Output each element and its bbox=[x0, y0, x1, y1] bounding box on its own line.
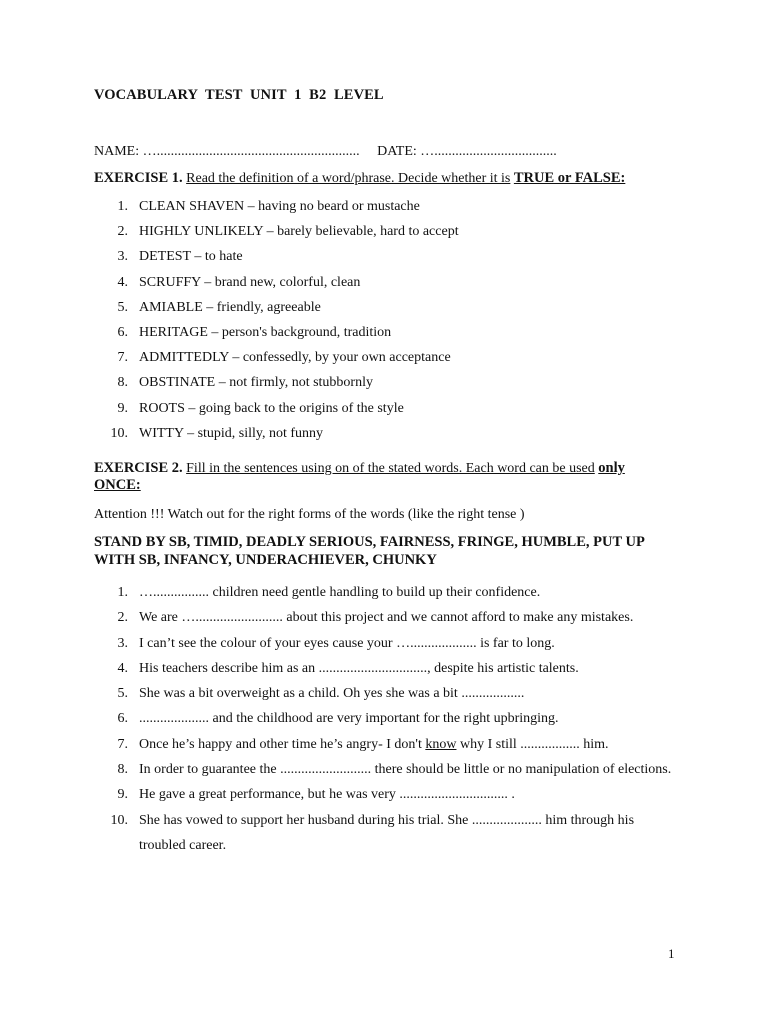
item-text: We are …......................... about this project and we cannot afford to make any mistakes. bbox=[139, 610, 634, 626]
item-text: I can’t see the colour of your eyes cause your …................... is far to long. bbox=[139, 635, 555, 651]
item-number: 8. bbox=[117, 762, 128, 778]
list-item bbox=[94, 580, 674, 605]
item-number: 9. bbox=[117, 400, 128, 416]
name-label: NAME: bbox=[94, 144, 140, 159]
exercise1-list bbox=[94, 199, 654, 451]
date-blank: …................................... bbox=[420, 144, 557, 159]
exercise2-emphasis: only ONCE: bbox=[94, 460, 625, 493]
item-text: In order to guarantee the .......................... there should be little or no manipulation of elections. bbox=[139, 762, 672, 778]
list-item bbox=[94, 782, 674, 807]
item-number: 10. bbox=[110, 812, 128, 828]
item-number: 3. bbox=[117, 249, 128, 265]
item-number: 4. bbox=[117, 274, 128, 290]
item-number: 6. bbox=[117, 324, 128, 340]
exercise1-label: EXERCISE 1. bbox=[94, 170, 183, 186]
list-item bbox=[94, 757, 674, 782]
page-title: VOCABULARY TEST UNIT 1 B2 LEVEL bbox=[94, 87, 384, 103]
item-text: .................... and the childhood are very important for the right upbringing. bbox=[139, 711, 559, 727]
item-text: WITTY – stupid, silly, not funny bbox=[139, 425, 324, 441]
item-text: ADMITTEDLY – confessedly, by your own acceptance bbox=[139, 350, 451, 366]
list-item bbox=[94, 249, 654, 274]
item-text: DETEST – to hate bbox=[139, 249, 243, 265]
list-item bbox=[94, 656, 674, 681]
item-number: 2. bbox=[117, 610, 128, 626]
item-text: He gave a great performance, but he was very ............................... . bbox=[139, 787, 515, 803]
item-text: She has vowed to support her husband during his trial. She .................... him through his troubled career. bbox=[139, 812, 635, 853]
item-text-pre: Once he’s happy and other time he’s angry- I don't bbox=[139, 736, 426, 752]
item-number: 10. bbox=[110, 425, 128, 441]
exercise1-emphasis: TRUE or FALSE: bbox=[513, 170, 626, 186]
item-number: 9. bbox=[117, 787, 128, 803]
name-date-line bbox=[94, 144, 557, 161]
date-label: DATE: bbox=[377, 144, 417, 159]
item-number: 8. bbox=[117, 375, 128, 391]
list-item bbox=[94, 375, 654, 400]
exercise2-label: EXERCISE 2. bbox=[94, 460, 183, 476]
list-item bbox=[94, 350, 654, 375]
exercise2-heading bbox=[94, 460, 654, 494]
item-number: 5. bbox=[117, 299, 128, 315]
item-text: …................ children need gentle handling to build up their confidence. bbox=[139, 585, 541, 600]
list-item bbox=[94, 401, 654, 426]
exercise2-instruction: Fill in the sentences using on of the stated words. Each word can be used bbox=[186, 461, 595, 476]
item-text: SCRUFFY – brand new, colorful, clean bbox=[139, 274, 361, 290]
item-number: 1. bbox=[117, 199, 128, 214]
item-text: OBSTINATE – not firmly, not stubbornly bbox=[139, 375, 373, 391]
item-text: ROOTS – going back to the origins of the style bbox=[139, 400, 404, 416]
item-number: 4. bbox=[117, 660, 128, 676]
item-text-post: why I still ................. him. bbox=[456, 736, 609, 752]
list-item bbox=[94, 224, 654, 249]
item-number: 7. bbox=[117, 350, 128, 366]
list-item bbox=[94, 732, 674, 757]
list-item bbox=[94, 426, 654, 451]
item-text: His teachers describe him as an ..............................., despite his artistic talents. bbox=[139, 660, 579, 676]
list-item bbox=[94, 808, 674, 859]
list-item bbox=[94, 681, 674, 706]
list-item bbox=[94, 605, 674, 630]
exercise1-heading bbox=[94, 170, 625, 188]
list-item bbox=[94, 631, 674, 656]
item-text: HIGHLY UNLIKELY – barely believable, hard to accept bbox=[139, 224, 459, 240]
item-text: She was a bit overweight as a child. Oh yes she was a bit .................. bbox=[139, 686, 525, 702]
item-text: CLEAN SHAVEN – having no beard or mustache bbox=[139, 199, 420, 214]
list-item bbox=[94, 275, 654, 300]
item-number: 5. bbox=[117, 686, 128, 702]
item-number: 3. bbox=[117, 635, 128, 651]
exercise1-instruction: Read the definition of a word/phrase. Decide whether it is bbox=[186, 171, 511, 186]
item-number: 1. bbox=[117, 585, 128, 600]
item-text: AMIABLE – friendly, agreeable bbox=[139, 299, 321, 315]
item-number: 7. bbox=[117, 736, 128, 752]
item-underlined-word: know bbox=[425, 736, 457, 752]
attention-note: Attention !!! Watch out for the right forms of the words (like the right tense ) bbox=[94, 507, 525, 522]
exercise2-list bbox=[94, 580, 674, 858]
list-item bbox=[94, 199, 654, 224]
item-number: 6. bbox=[117, 711, 128, 727]
list-item bbox=[94, 300, 654, 325]
list-item bbox=[94, 706, 674, 731]
item-number: 2. bbox=[117, 224, 128, 240]
page-number: 1 bbox=[668, 946, 675, 961]
word-bank: STAND BY SB, TIMID, DEADLY SERIOUS, FAIRNESS, FRINGE, HUMBLE, PUT UP WITH SB, INFANCY, UNDERACHIEVER, CHUNKY bbox=[94, 534, 645, 568]
item-text: HERITAGE – person's background, tradition bbox=[139, 324, 392, 340]
list-item bbox=[94, 325, 654, 350]
name-blank: ….......................................................... bbox=[142, 144, 360, 159]
